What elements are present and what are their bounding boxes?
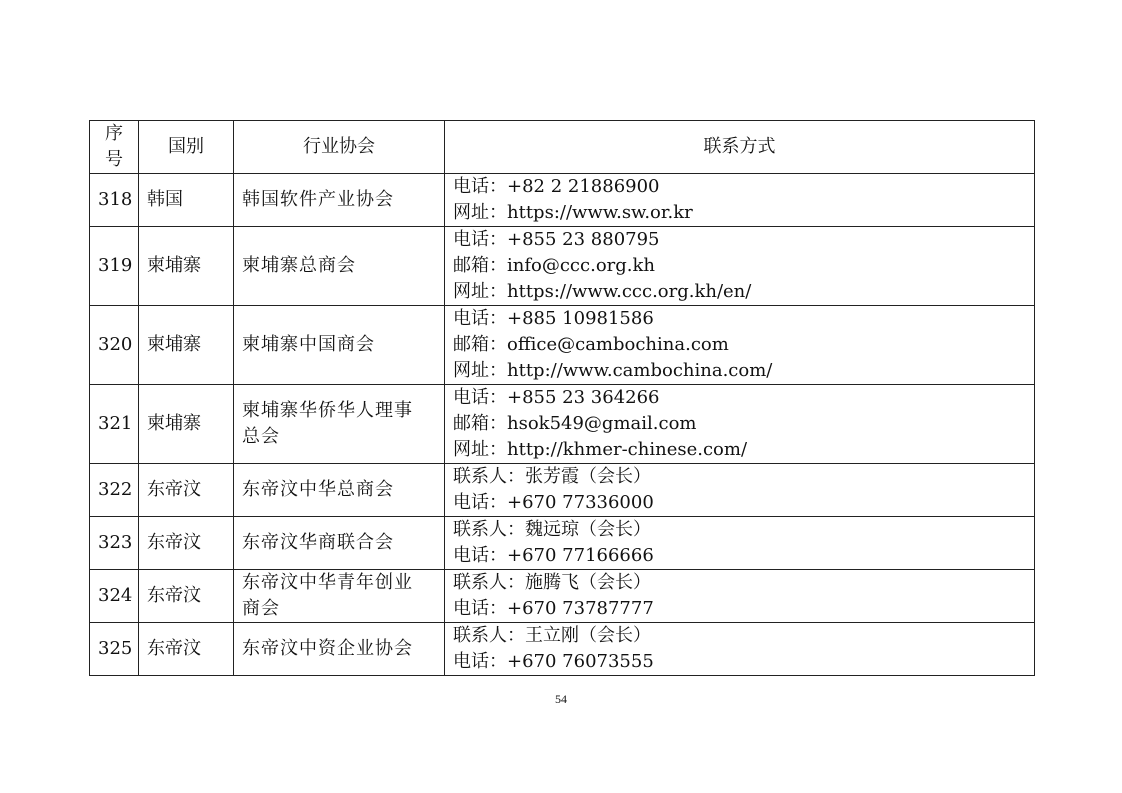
- contact-line: 联系人：张芳霞（会长）: [453, 466, 651, 487]
- row-contact: [445, 517, 1035, 570]
- row-contact: [445, 227, 1035, 306]
- association-line: 总会: [242, 426, 280, 447]
- contact-line: 联系人：施腾飞（会长）: [453, 572, 651, 593]
- row-number: 325: [90, 623, 139, 676]
- table-header-row: [90, 121, 1035, 174]
- table-row: [90, 174, 1035, 227]
- contact-line: 邮箱：hsok549@gmail.com: [453, 413, 697, 434]
- row-number: 320: [90, 306, 139, 385]
- row-association: [234, 174, 445, 227]
- row-number: 324: [90, 570, 139, 623]
- table-row: [90, 464, 1035, 517]
- association-line: 韩国软件产业协会: [242, 189, 394, 210]
- contact-line: 联系人：王立刚（会长）: [453, 625, 651, 646]
- row-number: 318: [90, 174, 139, 227]
- row-contact: [445, 570, 1035, 623]
- row-contact: [445, 623, 1035, 676]
- association-line: 东帝汶中华总商会: [242, 479, 394, 500]
- contact-line: 电话：+885 10981586: [453, 308, 654, 329]
- table-row: [90, 385, 1035, 464]
- header-association: 行业协会: [234, 121, 445, 174]
- contact-line: 电话：+670 76073555: [453, 651, 654, 672]
- contact-line: 邮箱：office@cambochina.com: [453, 334, 729, 355]
- header-seq-line2: 号: [105, 149, 123, 170]
- row-association: [234, 623, 445, 676]
- row-number: 319: [90, 227, 139, 306]
- contact-line: 联系人：魏远琼（会长）: [453, 519, 651, 540]
- contact-line: 电话：+670 77166666: [453, 545, 654, 566]
- row-contact: [445, 306, 1035, 385]
- header-seq-line1: 序: [105, 123, 123, 144]
- contact-line: 邮箱：info@ccc.org.kh: [453, 255, 655, 276]
- table-row: [90, 306, 1035, 385]
- row-association: [234, 517, 445, 570]
- row-association: [234, 464, 445, 517]
- table-row: [90, 570, 1035, 623]
- row-contact: [445, 385, 1035, 464]
- row-association: [234, 306, 445, 385]
- row-country: 东帝汶: [139, 464, 234, 517]
- row-country: 东帝汶: [139, 623, 234, 676]
- row-country: 柬埔寨: [139, 227, 234, 306]
- association-line: 柬埔寨总商会: [242, 255, 356, 276]
- association-line: 东帝汶中资企业协会: [242, 638, 413, 659]
- contact-line: 电话：+670 77336000: [453, 492, 654, 513]
- association-line: 柬埔寨中国商会: [242, 334, 375, 355]
- row-number: 322: [90, 464, 139, 517]
- contact-line: 网址：https://www.ccc.org.kh/en/: [453, 281, 752, 302]
- association-line: 东帝汶中华青年创业: [242, 572, 413, 593]
- association-table: [89, 120, 1035, 676]
- row-association: [234, 570, 445, 623]
- header-country: 国别: [139, 121, 234, 174]
- row-country: 东帝汶: [139, 570, 234, 623]
- page-number: 54: [555, 692, 567, 706]
- association-line: 东帝汶华商联合会: [242, 532, 394, 553]
- table-row: [90, 623, 1035, 676]
- header-contact: 联系方式: [445, 121, 1035, 174]
- association-line: 商会: [242, 598, 280, 619]
- row-number: 323: [90, 517, 139, 570]
- row-country: 柬埔寨: [139, 306, 234, 385]
- contact-line: 网址：https://www.sw.or.kr: [453, 202, 693, 223]
- header-seq: [90, 121, 139, 174]
- row-contact: [445, 174, 1035, 227]
- row-country: 韩国: [139, 174, 234, 227]
- association-line: 柬埔寨华侨华人理事: [242, 400, 413, 421]
- contact-line: 电话：+855 23 880795: [453, 229, 660, 250]
- row-contact: [445, 464, 1035, 517]
- row-country: 柬埔寨: [139, 385, 234, 464]
- contact-line: 电话：+670 73787777: [453, 598, 654, 619]
- row-country: 东帝汶: [139, 517, 234, 570]
- row-association: [234, 227, 445, 306]
- contact-line: 网址：http://khmer-chinese.com/: [453, 439, 748, 460]
- contact-line: 电话：+855 23 364266: [453, 387, 660, 408]
- row-number: 321: [90, 385, 139, 464]
- table-row: [90, 517, 1035, 570]
- contact-line: 网址：http://www.cambochina.com/: [453, 360, 773, 381]
- table-body: [90, 174, 1035, 676]
- row-association: [234, 385, 445, 464]
- contact-line: 电话：+82 2 21886900: [453, 176, 660, 197]
- table-row: [90, 227, 1035, 306]
